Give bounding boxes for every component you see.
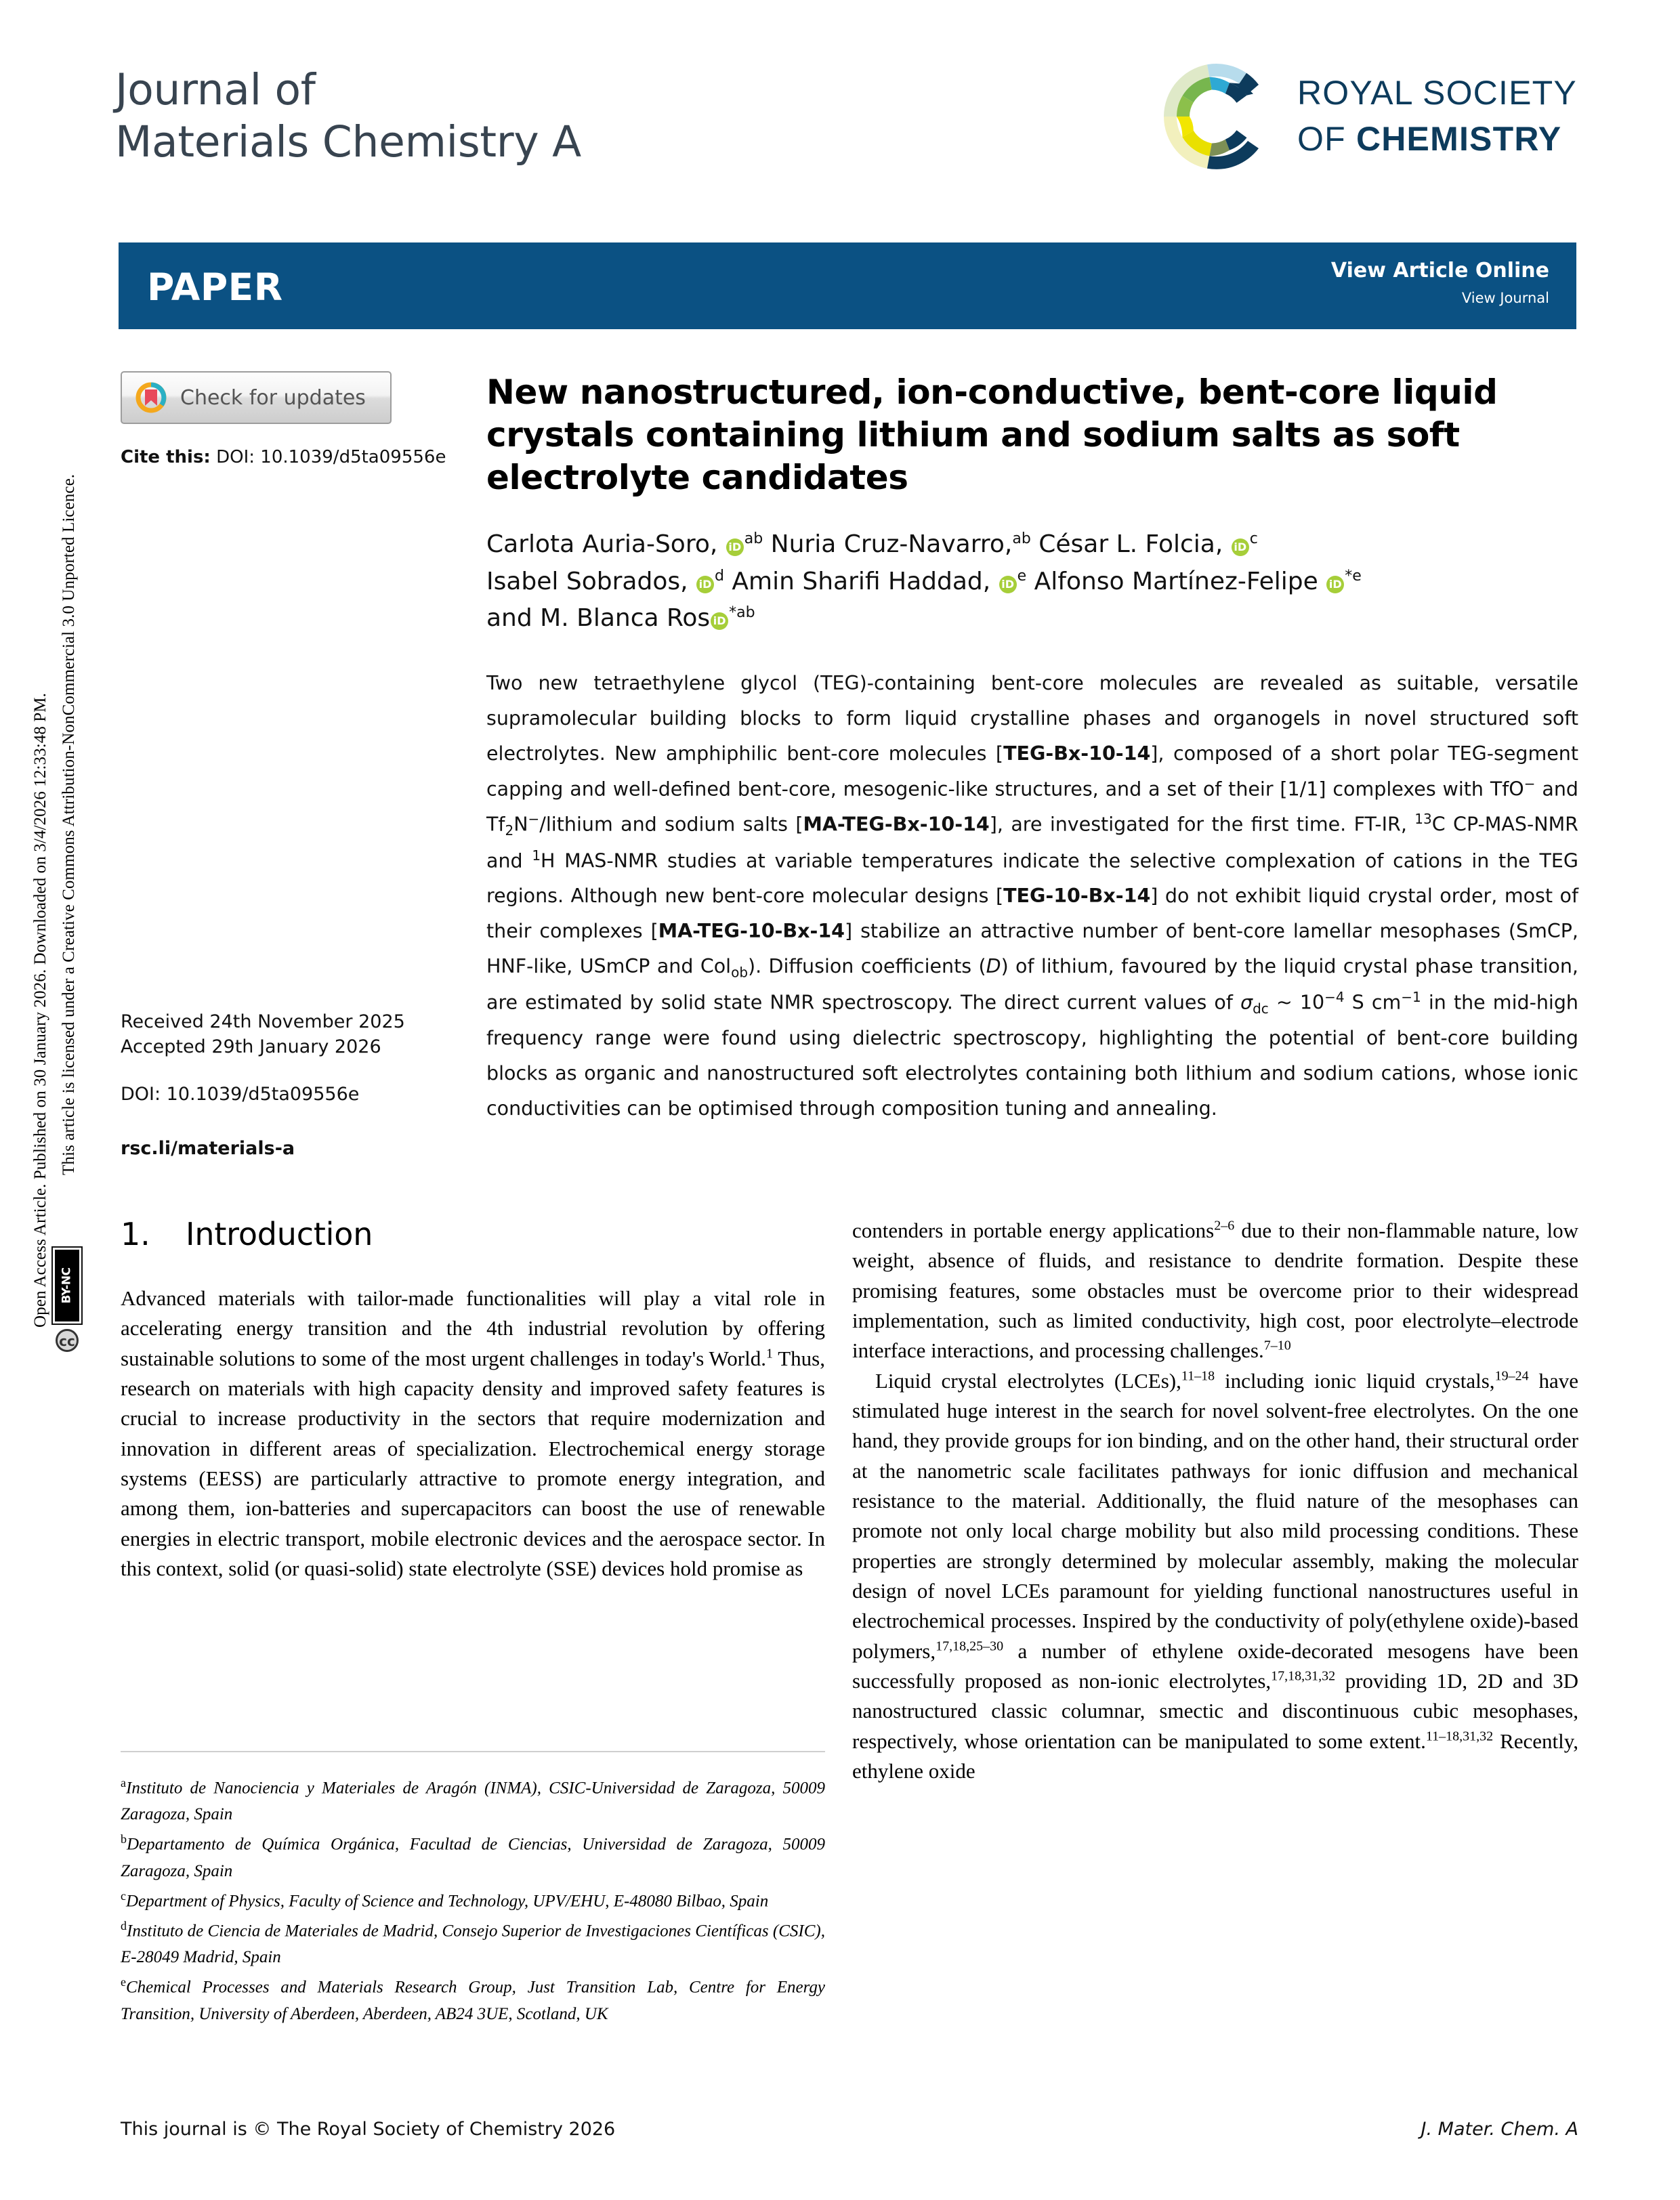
paragraph: contenders in portable energy applications$^{2-6}$ due to their non-flammable nature, low weight, absence of fluids, and resistance to dendrite formation. Despite these promising features, some obstacles must be overcome prior to their widespread implementation, such as limited conductivity, high cost, poor electrolyte–electrode interface interactions, and processing challenges.$^{7-10}$ (852, 1218, 1578, 1363)
affiliation-item: $^c$Department of Physics, Faculty of Science and Technology, UPV/EHU, E-48080 Bilbao, Spain (121, 1888, 769, 1910)
journal-title-line2: Materials Chemistry A (115, 117, 581, 167)
article-header (486, 371, 1578, 1126)
received-accepted-dates (121, 1009, 473, 1060)
masthead (115, 64, 1578, 200)
check-for-updates-label: Check for updates (180, 385, 366, 410)
royal-society-of-chemistry-logo (1158, 61, 1578, 173)
journal-short-name: J. Mater. Chem. A (1421, 2119, 1578, 2140)
logo-line-royal-society: ROYAL SOCIETY (1297, 74, 1577, 112)
affiliations-divider (121, 1751, 825, 1752)
affiliation-item: $^e$Chemical Processes and Materials Research Group, Just Transition Lab, Centre for Energy Transition, University of Aberdeen, Aberdeen, AB24 3UE, Scotland, UK (121, 1975, 825, 2023)
logo-line-of-chemistry: OF CHEMISTRY (1297, 120, 1562, 158)
cite-this-prefix: Cite this: (121, 447, 211, 467)
licence-sidebar (0, 0, 115, 2200)
accepted-date: Accepted 29th January 2026 (121, 1036, 381, 1058)
cite-this-value: DOI: 10.1039/d5ta09556e (216, 447, 446, 467)
received-date: Received 24th November 2025 (121, 1011, 405, 1032)
page-title: New nanostructured, ion-conductive, bent-core liquid crystals containing lithium and sodium salts as soft electrolyte candidates (486, 373, 1498, 497)
body-column-right (852, 1216, 1578, 1786)
article-meta-column (121, 371, 473, 467)
paragraph: Advanced materials with tailor-made functionalities will play a vital role in accelerating energy transition and the 4th industrial revolution by offering sustainable solutions to some of the most urgent challenges in today's World.$^1$ Thus, research on materials with high capacity density and improved safety features is crucial to increase productivity in the sectors that require modernization and innovation in different areas of specialization. Electrochemical energy storage systems (EESS) are particularly attractive to promote energy integration, and among them, ion-batteries and supercapacitors can boost the use of renewable energies in electric transport, mobile electronic devices and the aerospace sector. In this context, solid (or quasi-solid) state electrolyte (SSE) devices hold promise as (121, 1286, 825, 1580)
copyright-notice: This journal is © The Royal Society of Chemistry 2026 (121, 2119, 616, 2140)
crossmark-icon (134, 381, 168, 415)
paper-type-banner (119, 242, 1576, 329)
abstract: Two new tetraethylene glycol (TEG)-containing bent-core molecules are revealed as suitable, versatile supramolecular building blocks to form liquid crystalline phases and organogels in novel structured soft electrolytes. New amphiphilic bent-core molecules [TEG-Bx-10-14], composed of a short polar TEG-segment capping and well-defined bent-core, mesogenic-like structures, and a set of their [1/1] complexes with TfO− and $Tf_2N^-$/lithium and sodium salts [MA-TEG-Bx-10-14], are investigated for the first time. FT-IR, $^{13}$C CP-MAS-NMR and $^1$H MAS-NMR studies at variable temperatures indicate the selective complexation of cations in the TEG regions. Although new bent-core molecular designs [TEG-10-Bx-14] do not exhibit liquid crystal order, most of their complexes [MA-TEG-10-Bx-14] stabilize an attractive number of bent-core lamellar mesophases (SmCP, HNF-like, USmCP and Col$_{ob}$). Diffusion coefficients (D) of lithium, favoured by the liquid crystal phase transition, are estimated by solid state NMR spectroscopy. The direct current values of $\sigma_{dc}$ ~ $10^{-4}$ S $cm^{-1}$ in the mid-high frequency range were found using dielectric spectroscopy, highlighting the potential of bent-core building blocks as organic and nanostructured soft electrolytes containing both lithium and sodium cations, whose ionic conductivities can be optimised through composition tuning and annealing. (486, 672, 1579, 1120)
section-title: Introduction (186, 1216, 373, 1252)
rsc-logo-svg (1158, 61, 1578, 173)
open-access-notice: Open Access Article. Published on 30 January 2026. Downloaded on 3/4/2026 12:33:48 PM. (31, 693, 49, 1328)
licence-notice: This article is licensed under a Creative Commons Attribution-NonCommercial 3.0 Unported Licence. (60, 473, 78, 1175)
view-journal-link[interactable]: View Journal (1461, 290, 1549, 306)
affiliations-list (121, 1773, 825, 2029)
page-footer (121, 2119, 1578, 2140)
body-column-left (121, 1216, 825, 1584)
cc-by-nc-badge (53, 1248, 81, 1324)
view-article-online-link[interactable]: View Article Online (1330, 259, 1549, 282)
cite-this-line (121, 447, 473, 467)
paper-label: PAPER (147, 266, 283, 309)
paragraph: Liquid crystal electrolytes (LCEs),$^{11-18}$ including ionic liquid crystals,$^{19-24}$ have stimulated huge interest in the search for novel solvent-free electrolytes. On the one hand, they provide groups for ion binding, and on the other hand, their structural order at the nanometric scale facilitates pathways for ionic diffusion and mechanical resistance to the material. Additionally, the fluid nature of the mesophases can promote not only local charge mobility but also mild processing conditions. These properties are strongly determined by molecular assembly, making the molecular design of novel LCEs paramount for yielding functional nanostructures useful in electrochemical processes. Inspired by the conductivity of poly(ethylene oxide)-based polymers,$^{17,18,25-30}$ a number of ethylene oxide-decorated mesogens have been successfully proposed as non-ionic electrolytes,$^{17,18,31,32}$ providing 1D, 2D and 3D nanostructured classic columnar, smectic and discontinuous cubic mesophases, respectively, whose orientation can be manipulated to some extent.$^{11-18,31,32}$ Recently, ethylene oxide (852, 1368, 1578, 1783)
section-heading-introduction (121, 1216, 825, 1252)
affiliation-item: $^b$Departamento de Química Orgánica, Facultad de Ciencias, Universidad de Zaragoza, 50009 Zaragoza, Spain (121, 1832, 825, 1880)
author-list: Carlota Auria-Soro, iD $^{ab}$ Nuria Cruz-Navarro,$^{ab}$ César L. Folcia, iD $^c$ Isabel Sobrados, iD $^d$ Amin Sharifi Haddad, iD $^e$ Alfonso Martínez-Felipe iD $^{*e}$ and M. Blanca Ros iD $^{*ab}$ (486, 530, 1362, 633)
cc-by-nc-label: BY-NC (60, 1267, 75, 1304)
journal-homepage-link[interactable]: rsc.li/materials-a (121, 1138, 295, 1159)
creative-commons-icon: cc (56, 1329, 79, 1352)
check-for-updates-button[interactable] (121, 371, 392, 424)
section-number: 1. (121, 1216, 150, 1252)
affiliation-item: $^a$Instituto de Nanociencia y Materiales de Aragón (INMA), CSIC-Universidad de Zaragoza, 50009 Zaragoza, Spain (121, 1776, 825, 1824)
doi-line: DOI: 10.1039/d5ta09556e (121, 1084, 360, 1105)
journal-title-line1: Journal of (115, 65, 316, 114)
affiliation-item: $^d$Instituto de Ciencia de Materiales de Madrid, Consejo Superior de Investigaciones Científicas (CSIC), E-28049 Madrid, Spain (121, 1918, 825, 1967)
